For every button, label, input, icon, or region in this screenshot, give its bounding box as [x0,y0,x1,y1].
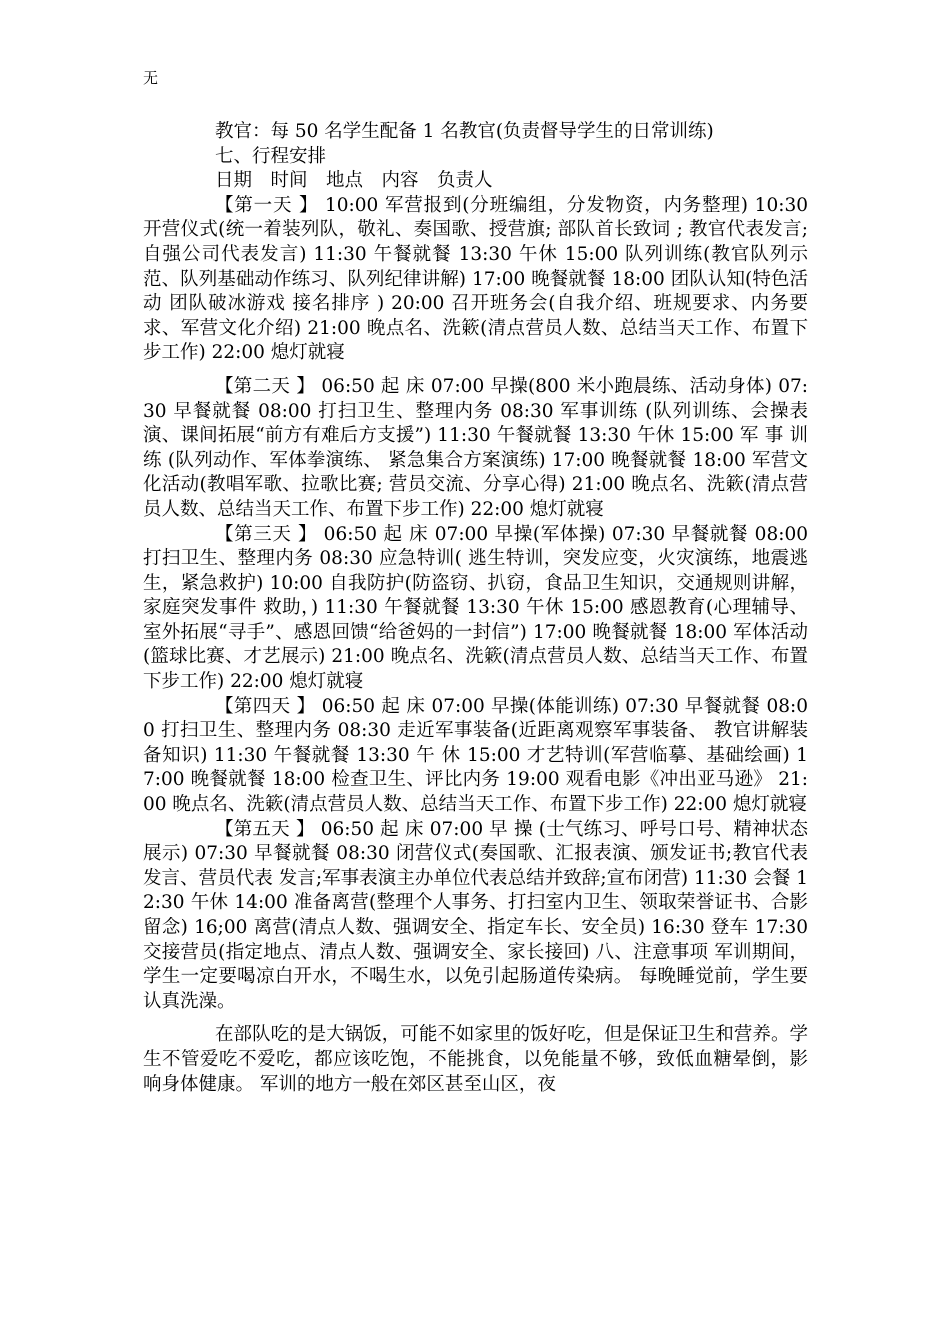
paragraph-notes-food: 在部队吃的是大锅饭，可能不如家里的饭好吃，但是保证卫生和营养。学生不管爱吃不爱吃，都应该吃饱，不能挑食，以免能量不够，致低血糖晕倒，影响身体健康。 军训的地方一般在郊区甚至山区，夜 [143,1024,808,1095]
paragraph-day-5: 【第五天 】 06:50 起 床 07:00 早 操 (士气练习、呼号口号、精神状态展示) 07:30 早餐就餐 08:30 闭营仪式(奏国歌、汇报表演、颁发证书;教官代表发言、营员代表 发言;军事表演主办单位代表总结并致辞;宣布闭营) 11:30 会餐 12:30 午休 14:00 准备离营(整理个人事务、打扫室内卫生、领取荣誉证书、合影留念) 16;00 离营(清点人数、强调安全、指定车长、安全员) 16:30 登车 17:30 交接营员(指定地点、清点人数、强调安全、家长接回) 八、注意事项 军训期间，学生一定要喝凉白开水，不喝生水，以免引起肠道传染病。 每晚睡觉前，学生要认真洗澡。 [143,818,808,1012]
section-heading-schedule: 七、行程安排 [215,145,327,167]
document-body [143,120,808,1097]
page-header-mark: 无 [143,69,159,87]
paragraph-day-2: 【第二天 】 06:50 起 床 07:00 早操(800 米小跑晨练、活动身体) 07:30 早餐就餐 08:00 打扫卫生、整理内务 08:30 军事训练 (队列训练、会操表演、课间拓展“前方有难后方支援”) 11:30 午餐就餐 13:30 午休 15:00 军 事 训 练 (队列动作、军体拳演练、 紧急集合方案演练) 17:00 晚餐就餐 18:00 军营文化活动(教唱军歌、拉歌比赛; 营员交流、分享心得) 21:00 晚点名、洗簌(清点营员人数、总结当天工作、布置下步工作) 22:00 熄灯就寝 [143,375,808,520]
paragraph-day-1: 【第一天 】 10:00 军营报到(分班编组，分发物资，内务整理) 10:30 开营仪式(统一着装列队，敬礼、奏国歌、授营旗; 部队首长致词 ; 教官代表发言;自强公司代表发言) 11:30 午餐就餐 13:30 午休 15:00 队列训练(教官队列示范、队列基础动作练习、队列纪律讲解) 17:00 晚餐就餐 18:00 团队认知(特色活动 团队破冰游戏 接名排序 ) 20:00 召开班务会(自我介绍、班规要求、内务要求、军营文化介绍) 21:00 晚点名、洗簌(清点营员人数、总结当天工作、布置下步工作) 22:00 熄灯就寝 [143,194,808,364]
schedule-column-headers: 日期 时间 地点 内容 负责人 [215,170,493,192]
paragraph-day-3: 【第三天 】 06:50 起 床 07:00 早操(军体操) 07:30 早餐就餐 08:00 打扫卫生、整理内务 08:30 应急特训( 逃生特训，突发应变，火灾演练，地震逃生，紧急救护) 10:00 自我防护(防盗窃、扒窃，食品卫生知识，交通规则讲解，家庭突发事件 救助，) 11:30 午餐就餐 13:30 午休 15:00 感恩教育(心理辅导、室外拓展“寻手”、感恩回馈“给爸妈的一封信”) 17:00 晚餐就餐 18:00 军体活动 (篮球比赛、才艺展示) 21:00 晚点名、洗簌(清点营员人数、总结当天工作、布置下步工作) 22:00 熄灯就寝 [143,523,808,693]
paragraph-day-4: 【第四天 】 06:50 起 床 07:00 早操(体能训练) 07:30 早餐就餐 08:00 打扫卫生、整理内务 08:30 走近军事装备(近距离观察军事装备、 教官讲解装备知识) 11:30 午餐就餐 13:30 午 休 15:00 才艺特训(军营临摹、基础绘画) 17:00 晚餐就餐 18:00 检查卫生、评比内务 19:00 观看电影《冲出亚马逊》 21:00 晚点名、洗簌(清点营员人数、总结当天工作、布置下步工作) 22:00 熄灯就寝 [143,695,808,816]
paragraph-instructor: 教官：每 50 名学生配备 1 名教官(负责督导学生的日常训练) [215,121,714,142]
